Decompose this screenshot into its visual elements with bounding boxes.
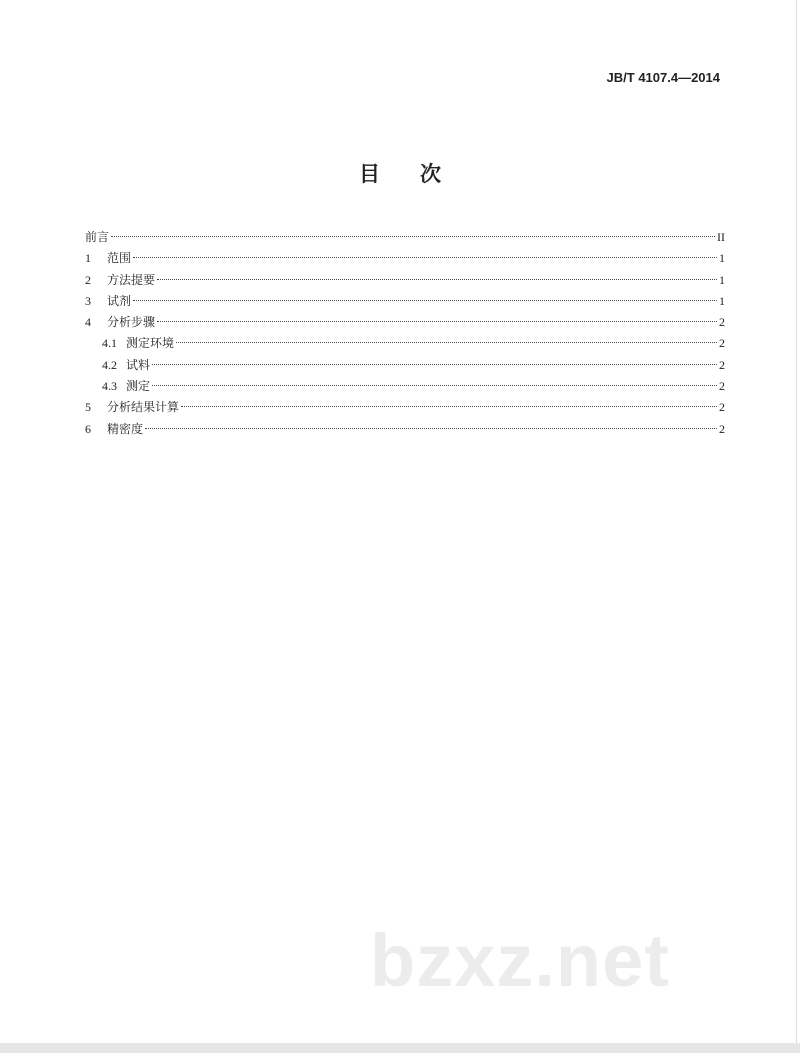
toc-entry-page: 2 [719, 421, 725, 436]
table-of-contents [85, 227, 725, 440]
toc-entry-label: 测定环境 [126, 336, 175, 351]
watermark: bzxz.net [370, 919, 670, 1002]
toc-entry[interactable] [85, 312, 725, 333]
toc-entry-label: 方法提要 [107, 272, 156, 287]
toc-entry-number: 2 [85, 272, 91, 287]
toc-entry-page: 2 [719, 379, 725, 394]
toc-entry-page: 2 [719, 357, 725, 372]
dot-leader [111, 236, 715, 237]
toc-entry-number: 3 [85, 293, 91, 308]
toc-entry-number: 4.2 [102, 357, 117, 372]
toc-entry-page: 1 [719, 272, 725, 287]
page-title: 目次 [359, 161, 481, 186]
toc-entry-label: 前言 [85, 230, 110, 244]
dot-leader [176, 342, 717, 343]
dot-leader [133, 300, 717, 301]
toc-entry-page: 1 [719, 293, 725, 308]
toc-entry-label: 分析结果计算 [107, 400, 180, 415]
toc-entry[interactable] [85, 333, 725, 354]
toc-entry-number: 5 [85, 400, 91, 415]
dot-leader [133, 257, 717, 258]
toc-entry-page: 2 [719, 336, 725, 351]
toc-entry-label: 试剂 [107, 293, 132, 308]
standard-number: JB/T 4107.4—2014 [606, 70, 720, 85]
toc-entry[interactable] [85, 248, 725, 269]
toc-entry[interactable] [85, 376, 725, 397]
dot-leader [157, 321, 717, 322]
dot-leader [181, 406, 717, 407]
toc-entry-page: 2 [719, 400, 725, 415]
toc-entry[interactable] [85, 397, 725, 418]
toc-entry-page: 1 [719, 251, 725, 266]
dot-leader [145, 428, 717, 429]
toc-entry-label: 范围 [107, 251, 132, 266]
toc-entry[interactable] [85, 291, 725, 312]
toc-entry-number: 6 [85, 421, 91, 436]
toc-entry[interactable] [85, 270, 725, 291]
toc-entry[interactable] [85, 355, 725, 376]
dot-leader [157, 279, 717, 280]
toc-entry-number: 4.3 [102, 379, 117, 394]
toc-entry[interactable] [85, 227, 725, 248]
toc-entry-label: 试料 [126, 357, 151, 372]
toc-entry-number: 1 [85, 251, 91, 266]
dot-leader [152, 364, 717, 365]
toc-entry-page: 2 [719, 315, 725, 330]
toc-entry-number: 4 [85, 315, 91, 330]
toc-entry-page: II [717, 230, 725, 244]
toc-entry-label: 精密度 [107, 421, 144, 436]
toc-entry-number: 4.1 [102, 336, 117, 351]
dot-leader [152, 385, 717, 386]
page-separator [0, 1043, 800, 1053]
toc-entry-label: 测定 [126, 379, 151, 394]
toc-entry[interactable] [85, 419, 725, 440]
toc-entry-label: 分析步骤 [107, 315, 156, 330]
